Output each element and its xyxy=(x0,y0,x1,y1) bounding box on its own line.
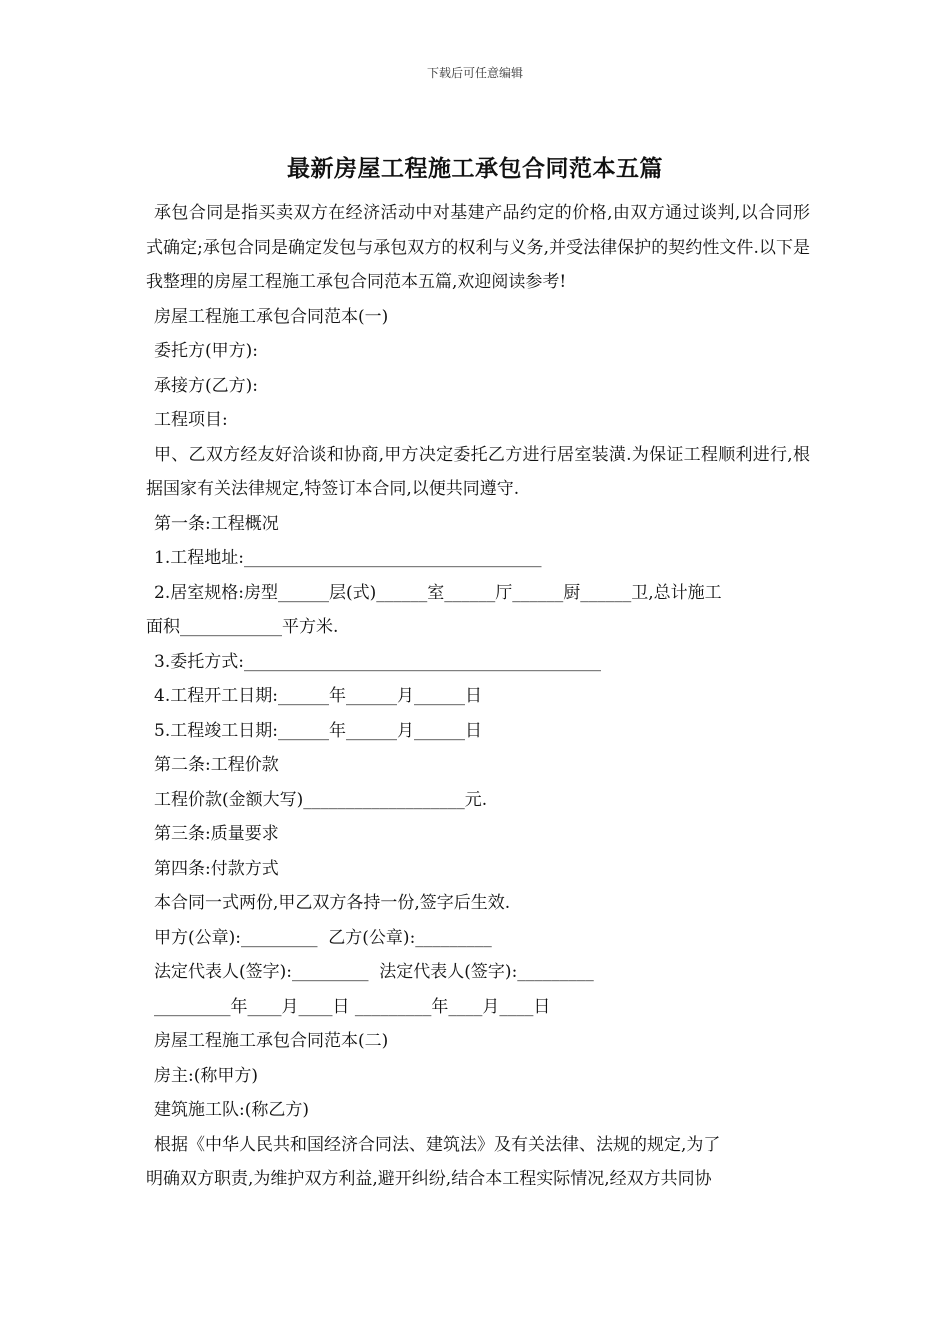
project-line: 工程项目: xyxy=(154,410,228,430)
party-a-line: 委托方(甲方): xyxy=(154,341,258,361)
signing-date-line: _________年____月____日 _________年____月____日 xyxy=(154,996,551,1017)
intro-paragraph: 承包合同是指买卖双方在经济活动中对基建产品约定的价格,由双方通过谈判,以合同形式确定;承包合同是确定发包与承包双方的权利与义务,并受法律保护的契约性文件.以下是我整理的房屋工程施工承包合同范本五篇,欢迎阅读参考! xyxy=(146,203,810,292)
item-completion-date: 5.工程竣工日期:______年______月______日 xyxy=(154,720,482,741)
section-2-body-line-2: 明确双方职责,为维护双方利益,避开纠纷,结合本工程实际情况,经双方共同协 xyxy=(146,1169,712,1189)
article-4-heading: 第四条:付款方式 xyxy=(154,858,279,879)
document-title: 最新房屋工程施工承包合同范本五篇 xyxy=(287,156,663,182)
representative-line: 法定代表人(签字):_________ 法定代表人(签字):_________ xyxy=(154,962,594,982)
owner-line: 房主:(称甲方) xyxy=(154,1065,258,1086)
document-body xyxy=(146,196,810,1197)
item-address: 1.工程地址:___________________________________ xyxy=(154,548,542,568)
item-room-spec-cont: 面积____________平方米. xyxy=(146,617,339,637)
article-1-heading: 第一条:工程概况 xyxy=(154,513,279,534)
copies-line: 本合同一式两份,甲乙双方各持一份,签字后生效. xyxy=(154,893,511,913)
construction-team-line: 建筑施工队:(称乙方) xyxy=(154,1100,309,1120)
party-b-line: 承接方(乙方): xyxy=(154,375,258,396)
item-commission-method: 3.委托方式:__________________________________________ xyxy=(154,651,601,672)
section-2-heading: 房屋工程施工承包合同范本(二) xyxy=(154,1031,389,1051)
section-2-body-line-1: 根据《中华人民共和国经济合同法、建筑法》及有关法律、法规的规定,为了 xyxy=(154,1134,721,1155)
item-room-spec: 2.居室规格:房型______层(式)______室______厅______厨______卫,总计施工 xyxy=(154,582,722,603)
seal-line: 甲方(公章):_________ 乙方(公章):_________ xyxy=(154,927,492,948)
article-3-heading: 第三条:质量要求 xyxy=(154,824,279,844)
price-line: 工程价款(金额大写)___________________元. xyxy=(154,789,488,810)
preamble-paragraph: 甲、乙双方经友好洽谈和协商,甲方决定委托乙方进行居室装潢.为保证工程顺利进行,根据国家有关法律规定,特签订本合同,以便共同遵守. xyxy=(146,444,810,499)
article-2-heading: 第二条:工程价款 xyxy=(154,755,279,775)
section-1-heading: 房屋工程施工承包合同范本(一) xyxy=(154,306,389,327)
page-header: 下载后可任意编辑 xyxy=(426,66,523,80)
item-start-date: 4.工程开工日期:______年______月______日 xyxy=(154,686,482,706)
